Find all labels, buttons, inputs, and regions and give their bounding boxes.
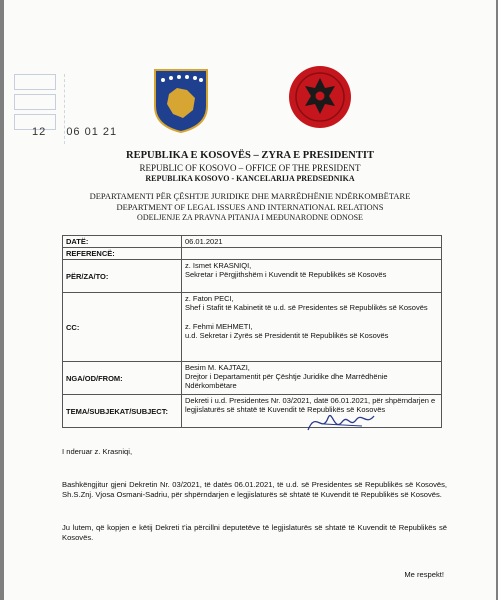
to-label: PËR/ZA/TO: (63, 260, 182, 293)
kosovo-coat-of-arms-icon (153, 68, 209, 134)
stamp-date-part: 12 (32, 126, 47, 138)
to-cell (182, 260, 442, 293)
cc2-name: z. Fehmi MEHMETI, (185, 322, 253, 331)
memo-header-table (62, 235, 442, 428)
date-value: 06.01.2021 (182, 236, 442, 248)
department-line-3: ODELJENJE ZA PRAVNA PITANJA I MEĐUNARODNE ODNOSE (137, 213, 363, 222)
department-line-2: DEPARTMENT OF LEGAL ISSUES AND INTERNATIONAL RELATIONS (116, 202, 384, 212)
body-paragraph-1: Bashkëngjitur gjeni Dekretin Nr. 03/2021, të datës 06.01.2021, të u.d. së Presidentes së Republikës së Kosovës, Sh.S.Znj. Vjosa Osmani-Sadriu, për shpërndarjen e legjislaturës së shtatë të Kuvendit të Republikës së Kosovës. (62, 480, 447, 499)
from-label: NGA/OD/FROM: (63, 362, 182, 395)
cc-cell (182, 293, 442, 362)
cc1-name: z. Faton PECI, (185, 294, 234, 303)
to-name: z. Ismet KRASNIQI, (185, 261, 252, 270)
cc-label: CC: (63, 293, 182, 362)
header-line-2: REPUBLIC OF KOSOVO – OFFICE OF THE PRESIDENT (139, 163, 361, 173)
from-title: Drejtor i Departamentit për Çështje Juridike dhe Marrëdhënie Ndërkombëtare (185, 372, 388, 390)
table-row (63, 236, 442, 248)
body-paragraph-2: Ju lutem, që kopjen e këtij Dekreti t'ia përcillni deputetëve të legjislaturës së shtatë të Kuvendit të Republikës së Kosovës. (62, 523, 447, 542)
from-cell (182, 362, 442, 395)
reference-label: REFERENCË: (63, 248, 182, 260)
salutation: I nderuar z. Krasniqi, (62, 447, 133, 456)
from-name: Besim M. KAJTAZI, (185, 363, 250, 372)
header-line-1: REPUBLIKA E KOSOVËS – ZYRA E PRESIDENTIT (126, 150, 374, 161)
stamp-date (32, 126, 133, 138)
department-line-1: DEPARTAMENTI PËR ÇËSHTJE JURIDIKE DHE MARRËDHËNIE NDËRKOMBËTARE (89, 191, 411, 201)
header-line-3: REPUBLIKA KOSOVO - KANCELARIJA PREDSEDNIKA (145, 174, 355, 183)
date-label: DATË: (63, 236, 182, 248)
closing: Me respekt! (404, 570, 444, 579)
subject-value: Dekreti i u.d. Presidentes Nr. 03/2021, datë 06.01.2021, për shpërndarjen e legjislaturës së shtatë të Kuvendit të Republikës së Kosovës (182, 395, 442, 428)
cc2-title: u.d. Sekretar i Zyrës së Presidentit të Republikës së Kosovës (185, 331, 389, 340)
to-title: Sekretar i Përgjithshëm i Kuvendit të Republikës së Kosovës (185, 270, 387, 279)
table-row (63, 260, 442, 293)
document-page (4, 0, 496, 600)
cc1-title: Shef i Stafit të Kabinetit të u.d. së Presidentes së Republikës së Kosovës (185, 303, 428, 312)
table-row (63, 362, 442, 395)
subject-label: TEMA/SUBJEKAT/SUBJECT: (63, 395, 182, 428)
stamp-date-part: 06 01 21 (66, 126, 118, 138)
table-row (63, 248, 442, 260)
table-row (63, 293, 442, 362)
table-row (63, 395, 442, 428)
reference-value (182, 248, 442, 260)
presidential-seal-icon (287, 64, 353, 130)
signature-icon (304, 404, 384, 438)
